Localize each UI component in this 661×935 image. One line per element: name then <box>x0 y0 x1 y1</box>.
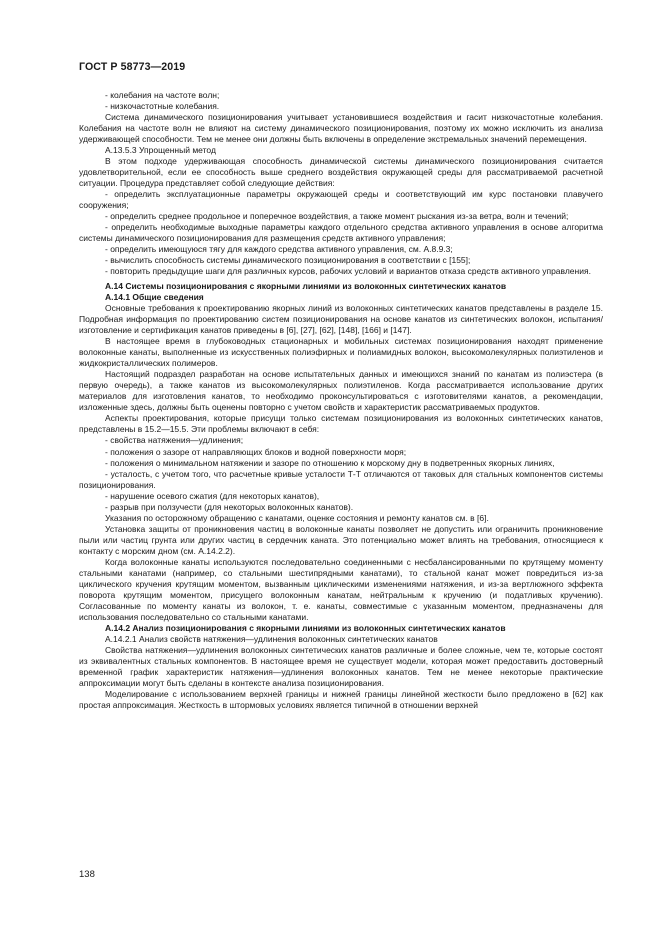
paragraph: В этом подходе удерживающая способность динамической системы динамического позиционирования считается удовлетворительной, если ее способность выше среднего воздействия окружающей среды для рассматриваемой расчетной ситуации. Процедура представляет собой следующие действия: <box>79 156 603 189</box>
page-number: 138 <box>79 869 95 880</box>
list-item: - вычислить способность системы динамического позиционирования в соответствии с [155]; <box>105 255 471 266</box>
paragraph: Моделирование с использованием верхней границы и нижней границы линейной жесткости было предложено в [62] как простая аппроксимация. Жесткость в штормовых условиях является типичной в отношении верхней <box>79 688 603 710</box>
list-item: - повторить предыдущие шаги для различных курсов, рабочих условий и вариантов отказа средств активного управления. <box>105 266 591 277</box>
paragraph: Когда волоконные канаты используются последовательно соединенными с несбалансированными по крутящему моменту стальными канатами (например, со стальными шестипрядными канатами), то стальной канат может повредиться из-за циклического кручения крутящим моментом, вызванным циклическими изменениями натяжения, и из-за вертлюжного эффекта поворота крутящим моментом, присущего волоконным канатам, нейтральным к кручению (и податливых кручению). Согласованные по моменту канаты из волокон, т. е. канаты, совместимые с указанным моментом, предназначены для использования последовательно со стальными канатами. <box>79 556 603 622</box>
paragraph: Система динамического позиционирования учитывает установившиеся воздействия и гасит низкочастотные колебания. Колебания на частоте волн не влияют на систему динамического позиционирования, поэтому их можно исключить из анализа удерживающей способности. Тем не менее они должны быть включены в определение экстремальных значений перемещения. <box>79 112 603 145</box>
list-item: - определить эксплуатационные параметры окружающей среды и соответствующий им курс постановки плавучего сооружения; <box>79 189 603 211</box>
subclause-heading: А.13.5.3 Упрощенный метод <box>105 145 216 156</box>
list-item: - низкочастотные колебания. <box>105 101 220 112</box>
paragraph: Настоящий подраздел разработан на основе испытательных данных и имеющихся знаний по канатам из полиэстера (в первую очередь), а также канатов из высокомолекулярных полиэтиленов. Когда рассматривается использование других материалов для изготовления канатов, то необходимо проконсультироваться с изготовителями канатов, а рекомендации, изложенные здесь, должны быть оценены повторно с учетом свойств и характеристик рассматриваемых продуктов. <box>79 369 603 413</box>
body-text <box>79 90 603 711</box>
list-item: - нарушение осевого сжатия (для некоторых канатов), <box>105 490 320 501</box>
list-item: - усталость, с учетом того, что расчетные кривые усталости Т-Т отличаются от таковых для стальных компонентов системы позиционирования. <box>79 468 603 490</box>
paragraph: Аспекты проектирования, которые присущи только системам позиционирования из волоконных синтетических канатов, представлены в 15.2—15.5. Эти проблемы включают в себя: <box>79 413 603 435</box>
list-item: - положения о минимальном натяжении и зазоре по отношению к морскому дну в подветренных якорных линиях, <box>105 457 555 468</box>
paragraph: Указания по осторожному обращению с канатами, оценке состояния и ремонту канатов см. в [6]. <box>105 512 489 523</box>
list-item: - положения о зазоре от направляющих блоков и водной поверхности моря; <box>105 446 407 457</box>
paragraph: Основные требования к проектированию якорных линий из волоконных синтетических канатов представлены в разделе 15. Подробная информация по проектированию систем позиционирования на основе канатов из синтетических волокон, испытания/изготовление и сертификация канатов приведены в [6], [27], [62], [148], [166] и [147]. <box>79 303 603 336</box>
subclause-heading: А.14.2.1 Анализ свойств натяжения—удлинения волоконных синтетических канатов <box>105 633 438 644</box>
section-heading: А.14 Системы позиционирования с якорными линиями из волоконных синтетических канатов <box>105 281 507 292</box>
list-item: - определить среднее продольное и поперечное воздействия, а также момент рыскания из-за ветра, волн и течений; <box>105 211 569 222</box>
list-item: - свойства натяжения—удлинения; <box>105 435 244 446</box>
list-item: - определить имеющуюся тягу для каждого средства активного управления, см. А.8.9.3; <box>105 244 453 255</box>
paragraph: Свойства натяжения—удлинения волоконных синтетических канатов различные и более сложные, чем те, которые состоят из эквивалентных стальных компонентов. В настоящее время не существует модели, которая может предоставить достоверный временной график характеристик натяжения—удлинения волоконных канатов. Тем не менее некоторые практические аппроксимации могут быть сделаны в контексте анализа позиционирования. <box>79 644 603 688</box>
paragraph: В настоящее время в глубоководных стационарных и мобильных системах позиционирования находят применение волоконные канаты, выполненные из искусственных полиэфирных и полиамидных волокон, высокомолекулярных полиэтиленов и жидкокристаллических полимеров. <box>79 336 603 369</box>
standard-header: ГОСТ Р 58773—2019 <box>79 61 186 73</box>
section-heading: А.14.2 Анализ позиционирования с якорными линиями из волоконных синтетических канатов <box>105 622 506 633</box>
list-item: - разрыв при ползучести (для некоторых волоконных канатов). <box>105 501 354 512</box>
section-heading: А.14.1 Общие сведения <box>105 292 204 303</box>
paragraph: Установка защиты от проникновения частиц в волоконные канаты позволяет не допустить или ограничить проникновение пыли или частиц грунта или других частиц в сердечник каната. Это потенциально может влиять на требования, относящиеся к контакту с морским дном (см. А.14.2.2). <box>79 523 603 556</box>
list-item: - определить необходимые выходные параметры каждого отдельного средства активного управления в основе алгоритма системы динамического позиционирования для размещения средств активного управления; <box>79 222 603 244</box>
list-item: - колебания на частоте волн; <box>105 90 220 100</box>
